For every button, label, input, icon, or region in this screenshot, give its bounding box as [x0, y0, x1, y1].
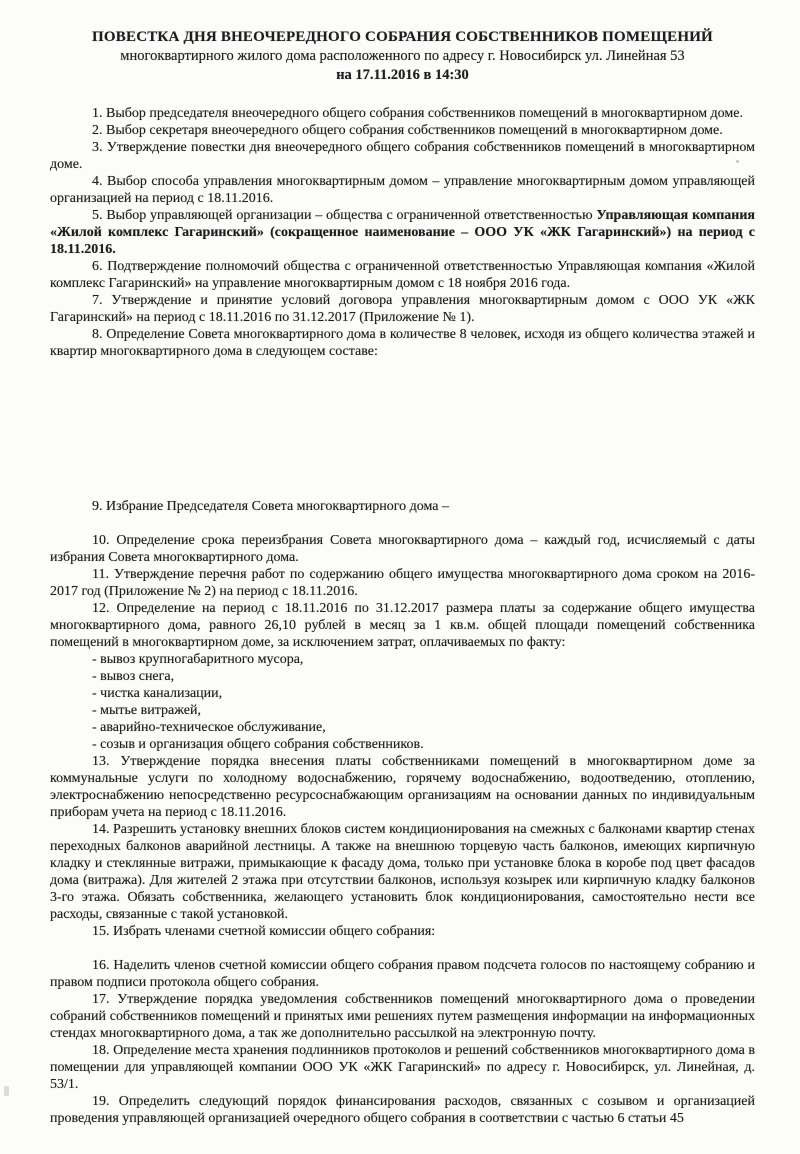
agenda-item-6: 6. Подтверждение полномочий общества с ограниченной ответственностью Управляющая компания «Жилой комплекс Гагаринский» на управление многоквартирным домом с 18 ноября 2016 года.	[50, 259, 755, 291]
agenda-item-13: 13. Утверждение порядка внесения платы собственниками помещений в многоквартирном доме за коммунальные услуги по холодному водоснабжению, горячему водоснабжению, водоотведению, отоплению, электроснабжению непосредственно ресурсоснабжающим организациям на основании данных по индивидуальным приборам учета на период с 18.11.2016.	[50, 754, 755, 820]
agenda-item-16: 16. Наделить членов счетной комиссии общего собрания правом подсчета голосов по настоящему собранию и правом подписи протокола общего собрания.	[50, 958, 755, 990]
excluded-cost-item: - мытье витражей,	[92, 703, 201, 718]
agenda-item-1: 1. Выбор председателя внеочередного общего собрания собственников помещений в многоквартирном доме.	[92, 106, 743, 121]
agenda-item-12-sublist	[50, 651, 755, 753]
agenda-item-14: 14. Разрешить установку внешних блоков систем кондиционирования на смежных с балконами квартир стенах переходных балконов аварийной лестницы. А также на внешнюю торцевую часть балконов, имеющих кирпичную кладку и стеклянные витражи, примыкающие к фасаду дома, только при установке блока в коробе под цвет фасадов дома (витража). Для жителей 2 этажа при отсутствии балконов, используя козырек или кирпичную кладку балконов 3-го этажа. Обязать собственника, желающего установить блок кондиционирования, самостоятельно нести все расходы, связанные с такой установкой.	[50, 822, 755, 922]
agenda-item-18: 18. Определение места хранения подлинников протоколов и решений собственников многоквартирного дома в помещении для управляющей компании ООО УК «ЖК Гагаринский» по адресу г. Новосибирск, ул. Линейная, д. 53/1.	[50, 1043, 755, 1092]
title-line-2: многоквартирного жилого дома расположенного по адресу г. Новосибирск ул. Линейная 53	[120, 48, 685, 64]
agenda-item-3: 3. Утверждение повестки дня внеочередного общего собрания собственников помещений в многоквартирном доме.	[50, 140, 755, 172]
agenda-item-12: 12. Определение на период с 18.11.2016 по 31.12.2017 размера платы за содержание общего имущества многоквартирного дома, равного 26,10 рублей в месяц за 1 кв.м. общей площади помещений собственника помещений в многоквартирном доме, за исключением затрат, оплачиваемых по факту:	[50, 601, 755, 650]
agenda-item-5-bold-text: Управляющая компания «Жилой комплекс Гагаринский» (сокращенное наименование – ООО УК «ЖК Гагаринский») на период с 18.11.2016.	[50, 208, 755, 257]
agenda-item-4: 4. Выбор способа управления многоквартирным домом – управление многоквартирным домом управляющей организацией на период с 18.11.2016.	[50, 174, 755, 206]
agenda-item-5	[50, 207, 755, 258]
excluded-cost-item: - созыв и организация общего собрания собственников.	[92, 737, 424, 752]
scan-speck	[736, 160, 739, 163]
agenda-item-17: 17. Утверждение порядка уведомления собственников помещений многоквартирного дома о проведении собраний собственников помещений и принятых ими решениях путем размещения информации на информационных стендах многоквартирного дома, а так же дополнительно рассылкой на электронную почту.	[50, 992, 755, 1041]
agenda-item-10: 10. Определение срока переизбрания Совета многоквартирного дома – каждый год, исчисляемый с даты избрания Совета многоквартирного дома.	[50, 533, 755, 565]
agenda-item-7: 7. Утверждение и принятие условий договора управления многоквартирным домом с ООО УК «ЖК Гагаринский» на период с 18.11.2016 по 31.12.2017 (Приложение № 1).	[50, 293, 755, 325]
document-title	[50, 28, 755, 85]
excluded-cost-item: - чистка канализации,	[92, 686, 223, 701]
agenda-item-5-text: 5. Выбор управляющей организации – общества с ограниченной ответственностью	[92, 208, 597, 223]
scan-edge-mark	[4, 1086, 9, 1096]
excluded-cost-item: - вывоз снега,	[92, 669, 175, 684]
agenda-item-15: 15. Избрать членами счетной комиссии общего собрания:	[92, 924, 436, 939]
agenda-item-2: 2. Выбор секретаря внеочередного общего собрания собственников помещений в многоквартирном доме.	[92, 123, 723, 138]
excluded-cost-item: - вывоз крупногабаритного мусора,	[92, 652, 304, 667]
agenda-item-11: 11. Утверждение перечня работ по содержанию общего имущества многоквартирного дома сроком на 2016-2017 год (Приложение № 2) на период с 18.11.2016.	[50, 567, 755, 599]
excluded-cost-item: - аварийно-техническое обслуживание,	[92, 720, 326, 735]
agenda-item-8: 8. Определение Совета многоквартирного дома в количестве 8 человек, исходя из общего количества этажей и квартир многоквартирного дома в следующем составе:	[50, 327, 755, 359]
title-line-1: ПОВЕСТКА ДНЯ ВНЕОЧЕРЕДНОГО СОБРАНИЯ СОБСТВЕННИКОВ ПОМЕЩЕНИЙ	[92, 29, 713, 45]
title-date-time: на 17.11.2016 в 14:30	[336, 67, 469, 83]
agenda-item-9: 9. Избрание Председателя Совета многоквартирного дома –	[92, 499, 449, 514]
agenda-item-19: 19. Определить следующий порядок финансирования расходов, связанных с созывом и организацией проведения управляющей организацией очередного общего собрания в соответствии с частью 6 статьи 45	[50, 1094, 755, 1126]
